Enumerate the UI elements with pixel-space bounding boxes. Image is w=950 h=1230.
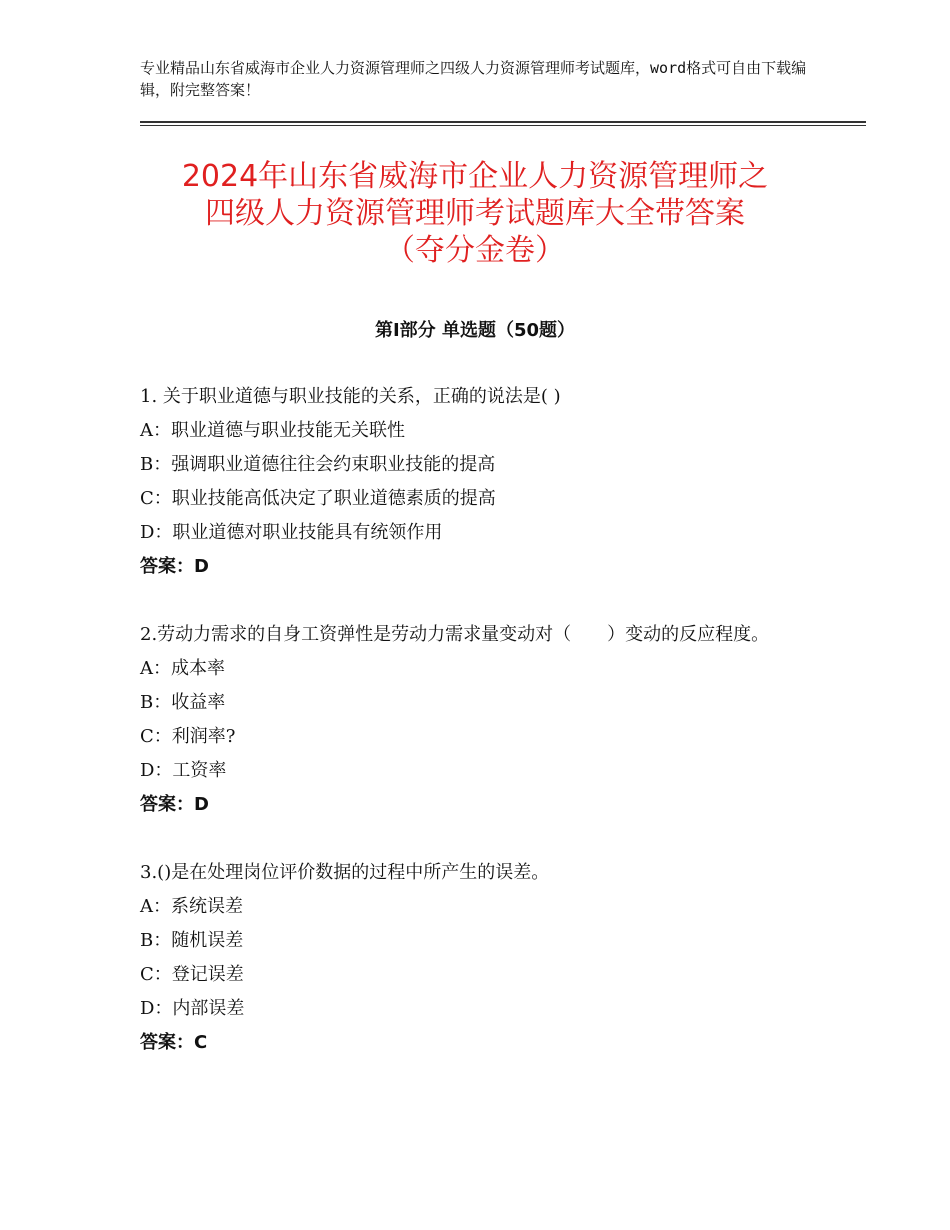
option-a: A：系统误差 (140, 896, 243, 917)
document-title-line-2: 四级人力资源管理师考试题库大全带答案 (205, 196, 745, 231)
option-c: C：利润率? (140, 726, 236, 747)
option-d: D：职业道德对职业技能具有统领作用 (140, 522, 443, 543)
option-c: C：登记误差 (140, 964, 244, 985)
option-a: A：职业道德与职业技能无关联性 (140, 420, 405, 441)
option-d: D：工资率 (140, 760, 227, 781)
document-title-line-3: （夺分金卷） (385, 233, 565, 268)
answer-line: 答案：C (140, 1032, 208, 1053)
question-stem: 3.()是在处理岗位评价数据的过程中所产生的误差。 (140, 862, 550, 883)
answer-line: 答案：D (140, 794, 209, 815)
header-divider-thick (140, 121, 866, 123)
section-heading: 第Ⅰ部分 单选题（50题） (374, 320, 575, 341)
option-b: B：强调职业道德往往会约束职业技能的提高 (140, 454, 496, 475)
question-stem: 1. 关于职业道德与职业技能的关系，正确的说法是( ) (140, 386, 561, 407)
question-3 (140, 856, 830, 1060)
option-b: B：随机误差 (140, 930, 244, 951)
answer-line: 答案：D (140, 556, 209, 577)
question-1 (140, 380, 830, 584)
question-list (140, 380, 830, 1094)
option-d: D：内部误差 (140, 998, 245, 1019)
header-divider-thin (140, 125, 866, 126)
option-a: A：成本率 (140, 658, 225, 679)
question-stem: 2.劳动力需求的自身工资弹性是劳动力需求量变动对（ ）变动的反应程度。 (140, 624, 770, 645)
header-note: 专业精品山东省威海市企业人力资源管理师之四级人力资源管理师考试题库，word格式可自由下载编辑，附完整答案！ (140, 59, 807, 99)
option-b: B：收益率 (140, 692, 226, 713)
question-2 (140, 618, 830, 822)
option-c: C：职业技能高低决定了职业道德素质的提高 (140, 488, 496, 509)
document-title-line-1: 2024年山东省威海市企业人力资源管理师之 (181, 159, 769, 194)
document-title (100, 158, 850, 269)
